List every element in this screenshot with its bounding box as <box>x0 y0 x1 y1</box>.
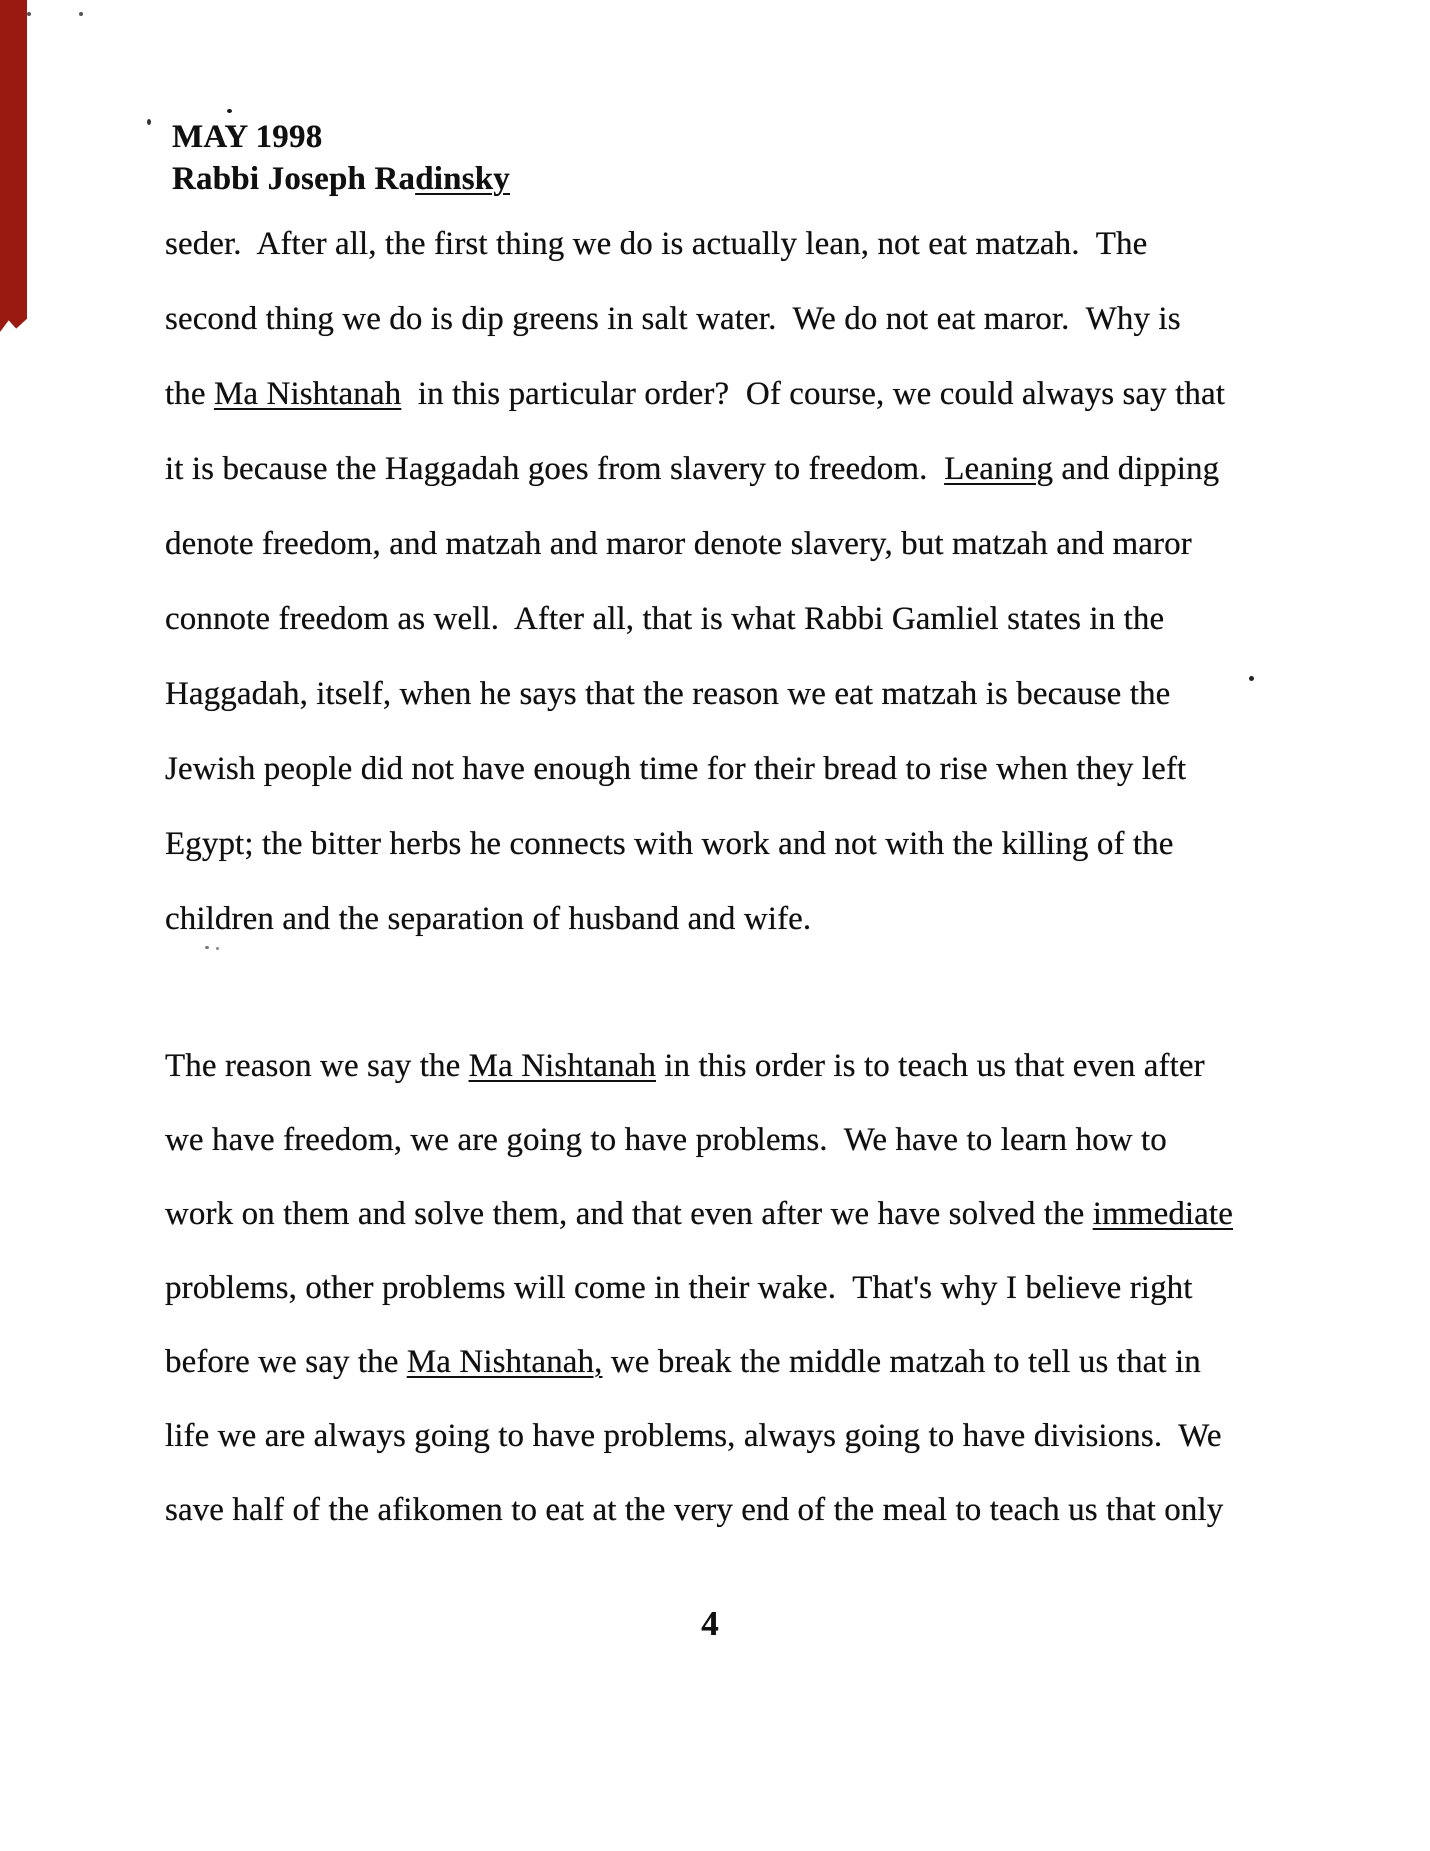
scan-speck <box>27 12 31 16</box>
text-segment: seder. After all, the first thing we do is actually lean, not eat matzah. The <box>165 226 1148 262</box>
text-segment: Haggadah, itself, when he says that the reason we eat matzah is because the <box>165 676 1171 712</box>
text-segment: Rabbi Joseph Ra <box>172 161 416 197</box>
scan-speck <box>205 946 209 949</box>
text-segment: we have freedom, we are going to have problems. We have to learn how to <box>165 1122 1167 1158</box>
text-line <box>165 282 1225 357</box>
text-line <box>172 116 510 158</box>
scan-speck <box>227 109 232 113</box>
text-segment: and dipping <box>1053 451 1220 487</box>
text-line <box>165 807 1225 882</box>
document-header <box>172 116 510 200</box>
scan-edge-artifact-bar <box>0 0 27 332</box>
text-segment: The reason we say the <box>165 1048 469 1084</box>
text-line <box>165 432 1225 507</box>
scan-speck <box>216 947 219 950</box>
text-segment: denote freedom, and matzah and maror denote slavery, but matzah and maror <box>165 526 1192 562</box>
text-segment: second thing we do is dip greens in salt water. We do not eat maror. Why is <box>165 301 1181 337</box>
text-line <box>165 882 1225 957</box>
underlined-term: dinsky <box>415 161 511 197</box>
scan-speck <box>147 119 151 125</box>
text-line <box>165 207 1225 282</box>
underlined-term: Leaning <box>944 451 1054 487</box>
text-line <box>165 357 1225 432</box>
text-segment: children and the separation of husband and wife. <box>165 901 812 937</box>
text-line <box>165 1325 1233 1399</box>
paragraph-2 <box>165 1029 1233 1547</box>
text-line <box>165 1473 1233 1547</box>
underlined-term: Ma Nishtanah <box>468 1048 656 1084</box>
text-segment: in this particular order? Of course, we could always say that <box>401 376 1226 412</box>
text-segment: Egypt; the bitter herbs he connects with work and not with the killing of the <box>165 826 1174 862</box>
text-segment: Jewish people did not have enough time for their bread to rise when they left <box>165 751 1187 787</box>
paragraph-1 <box>165 207 1225 957</box>
text-segment: in this order is to teach us that even after <box>655 1048 1205 1084</box>
text-line <box>165 732 1225 807</box>
text-line <box>165 1103 1233 1177</box>
underlined-term: Ma Nishtanah <box>213 376 402 412</box>
text-line <box>165 1029 1233 1103</box>
text-line <box>172 158 510 200</box>
text-segment: we break the middle matzah to tell us that in <box>602 1344 1201 1380</box>
text-segment: MAY 1998 <box>172 119 323 155</box>
scan-speck <box>79 12 83 16</box>
text-segment: before we say the <box>165 1344 407 1380</box>
text-line <box>165 1251 1233 1325</box>
scan-speck <box>1249 676 1254 681</box>
underlined-term: immediate <box>1092 1196 1233 1232</box>
page-number: 4 <box>701 1604 719 1643</box>
text-segment: work on them and solve them, and that even after we have solved the <box>165 1196 1093 1232</box>
text-line <box>165 582 1225 657</box>
text-segment: the <box>165 376 214 412</box>
text-segment: life we are always going to have problems, always going to have divisions. We <box>165 1418 1222 1454</box>
text-line <box>165 507 1225 582</box>
text-line <box>165 657 1225 732</box>
text-segment: save half of the afikomen to eat at the very end of the meal to teach us that only <box>165 1492 1224 1528</box>
text-line <box>165 1399 1233 1473</box>
text-segment: problems, other problems will come in their wake. That's why I believe right <box>165 1270 1193 1306</box>
underlined-term: Ma Nishtanah, <box>406 1344 603 1380</box>
text-segment: connote freedom as well. After all, that is what Rabbi Gamliel states in the <box>165 601 1165 637</box>
text-line <box>165 1177 1233 1251</box>
text-segment: it is because the Haggadah goes from slavery to freedom. <box>165 451 945 487</box>
